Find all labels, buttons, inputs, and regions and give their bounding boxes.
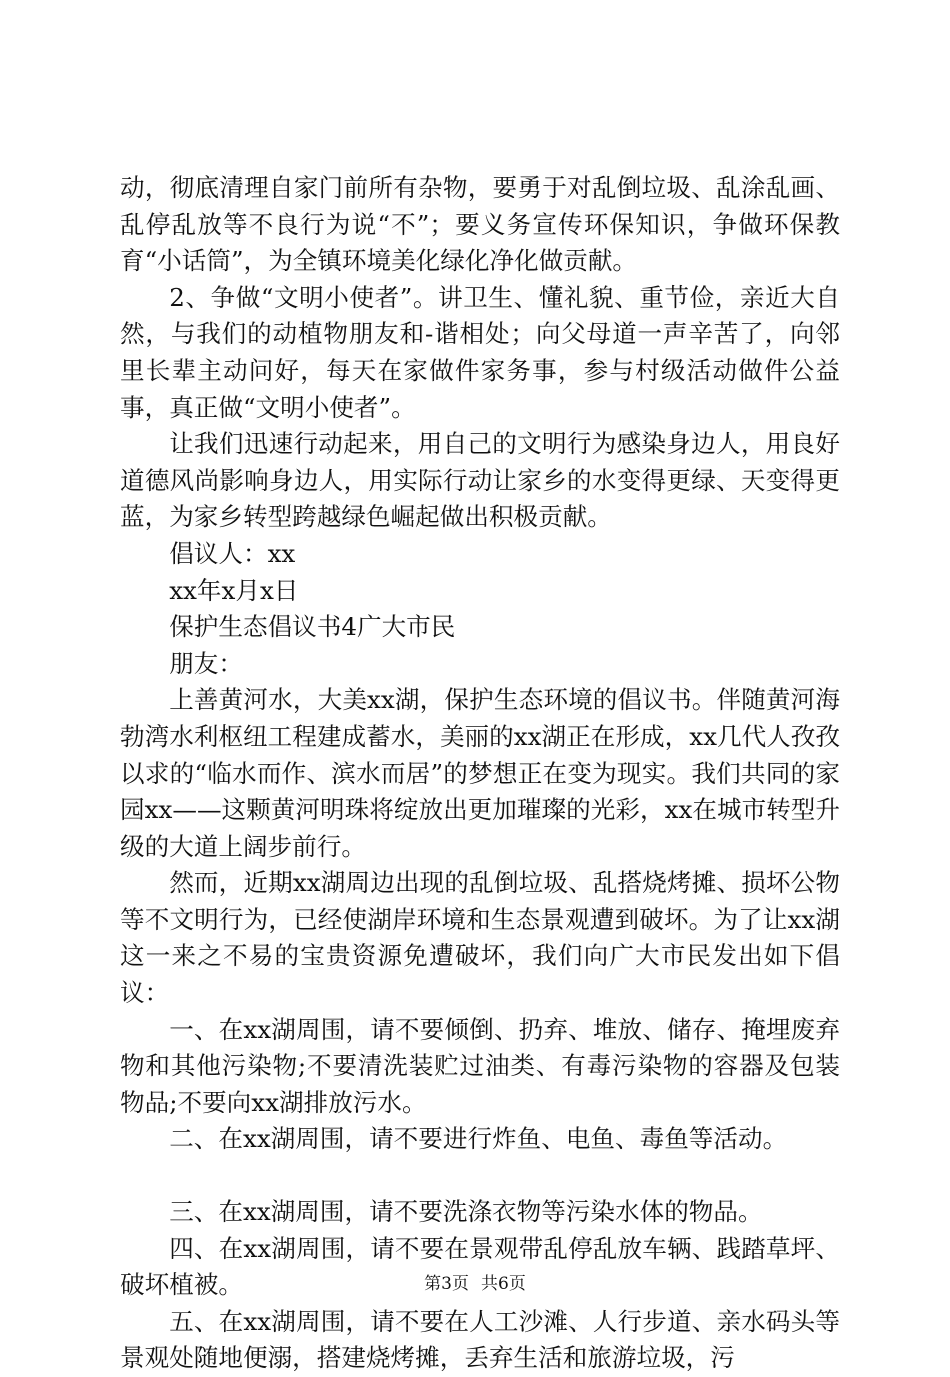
salutation: 朋友： — [169, 648, 243, 678]
section-title: 保护生态倡议书4广大市民 — [169, 612, 456, 642]
paragraph-3: 让我们迅速行动起来，用自己的文明行为感染身边人，用良好道德风尚影响身边人，用实际行动让家乡的水变得更绿、天变得更蓝，为家乡转型跨越绿色崛起做出积极贡献。 — [120, 429, 840, 532]
proposal-3: 三、在xx湖周围，请不要洗涤衣物等污染水体的物品。 — [169, 1197, 763, 1227]
paragraph-problem: 然而，近期xx湖周边出现的乱倒垃圾、乱搭烧烤摊、损坏公物等不文明行为，已经使湖岸环境和生态景观遭到破坏。为了让xx湖这一来之不易的宝贵资源免遭破坏，我们向广大市民发出如下倡议： — [120, 868, 840, 1008]
paragraph-intro: 上善黄河水，大美xx湖，保护生态环境的倡议书。伴随黄河海勃湾水利枢纽工程建成蓄水，美丽的xx湖正在形成，xx几代人孜孜以求的“临水而作、滨水而居”的梦想正在变为现实。我们共同的家园xx——这颗黄河明珠将绽放出更加璀璨的光彩，xx在城市转型升级的大道上阔步前行。 — [120, 685, 840, 861]
proposal-1: 一、在xx湖周围，请不要倾倒、扔弃、堆放、储存、掩埋废弃物和其他污染物;不要清洗装贮过油类、有毒污染物的容器及包装物品;不要向xx湖排放污水。 — [120, 1014, 840, 1117]
proposal-4: 四、在xx湖周围，请不要在景观带乱停乱放车辆、践踏草坪、破坏植被。 — [120, 1233, 840, 1300]
proposal-5: 五、在xx湖周围，请不要在人工沙滩、人行步道、亲水码头等景观处随地便溺，搭建烧烤摊，丢弃生活和旅游垃圾，污 — [120, 1306, 840, 1373]
page-footer — [0, 1272, 950, 1296]
initiator-line: 倡议人：xx — [169, 538, 296, 568]
proposal-2: 二、在xx湖周围，请不要进行炸鱼、电鱼、毒鱼等活动。 — [169, 1124, 788, 1154]
page-total: 共6页 — [481, 1274, 526, 1294]
paragraph-2: 2、争做“文明小使者”。讲卫生、懂礼貌、重节俭，亲近大自然，与我们的动植物朋友和-谐相处；向父母道一声辛苦了，向邻里长辈主动问好，每天在家做件家务事，参与村级活动做件公益事，真正做“文明小使者”。 — [120, 282, 840, 422]
page-number: 第3页 — [424, 1274, 469, 1294]
paragraph-1: 动，彻底清理自家门前所有杂物，要勇于对乱倒垃圾、乱涂乱画、乱停乱放等不良行为说“不”；要义务宣传环保知识，争做环保教育“小话筒”，为全镇环境美化绿化净化做贡献。 — [120, 173, 840, 276]
document-body — [120, 170, 840, 1377]
date-line: xx年x月x日 — [169, 575, 299, 605]
